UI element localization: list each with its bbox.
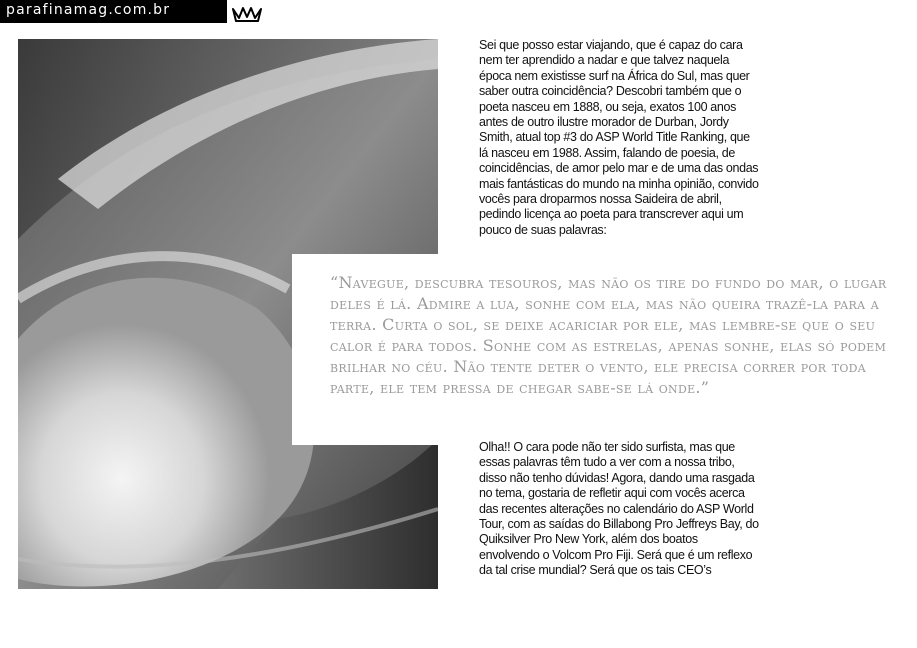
site-header-bar bbox=[0, 0, 227, 23]
article-paragraph-1: Sei que posso estar viajando, que é capaz do cara nem ter aprendido a nadar e que talvez naquela época nem existisse surf na África do Sul, mas quer saber outra coincidência? Descobri também que o poeta nasceu em 1888, ou seja, exatos 100 anos antes de outro ilustre morador de Durban, Jordy Smith, atual top #3 do ASP World Title Ranking, que lá nasceu em 1988. Assim, falando de poesia, de coincidências, de amor pelo mar e de uma das ondas mais fantásticas do mundo na minha opinião, convido vocês para droparmos nossa Saideira de abril, pedindo licença ao poeta para transcrever aqui um pouco de suas palavras: bbox=[479, 38, 759, 237]
site-url[interactable]: parafinamag.com.br bbox=[6, 2, 171, 18]
article-paragraph-2: Olha!! O cara pode não ter sido surfista, mas que essas palavras têm tudo a ver com a nossa tribo, disso não tenho dúvidas! Agora, dando uma rasgada no tema, gostaria de refletir aqui com vocês acerca das recentes alterações no calendário do ASP World Tour, com as saídas do Billabong Pro Jeffreys Bay, do Quiksilver Pro New York, além dos boatos envolvendo o Volcom Pro Fiji. Será que é um reflexo da tal crise mundial? Será que os tais CEO’s bbox=[479, 440, 759, 578]
poem-quote: “Navegue, descubra tesouros, mas não os tire do fundo do mar, o lugar deles é lá. Admire a lua, sonhe com ela, mas não queira trazê-la para a terra. Curta o sol, se deixe acariciar por ele, mas lembre-se que o seu calor é para todos. Sonhe com as estrelas, apenas sonhe, elas só podem brilhar no céu. Não tente deter o vento, ele precisa correr por toda parte, ele tem pressa de chegar sabe-se lá onde.” bbox=[330, 273, 887, 397]
crown-icon bbox=[232, 3, 262, 23]
